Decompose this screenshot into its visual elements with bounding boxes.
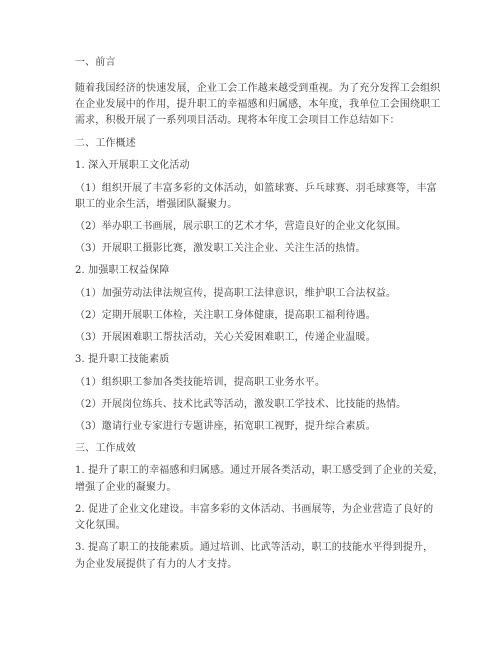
list-item-line: （3）开展困难职工帮扶活动，关心关爱困难职工，传递企业温暖。 xyxy=(75,332,376,343)
list-item-line: （2）定期开展职工体检，关注职工身体健康，提高职工福利待遇。 xyxy=(75,310,376,321)
list-item-line: （1）组织开展了丰富多彩的文体活动，如篮球赛、乒乓球赛、羽毛球赛等，丰富 xyxy=(75,183,437,194)
list-item-line: （2）举办职工书画展，展示职工的艺术才华，营造良好的企业文化氛围。 xyxy=(75,221,407,232)
result-item-line: 3. 提高了职工的技能素质。通过培训、比武等活动，职工的技能水平得到提升， xyxy=(75,542,434,553)
section-heading-results: 三、工作成效 xyxy=(75,443,136,454)
preface-paragraph-line: 在企业发展中的作用，提升职工的幸福感和归属感，本年度，我单位工会围绕职工 xyxy=(75,99,441,110)
list-item-line: （1）加强劳动法律法规宣传，提高职工法律意识，维护职工合法权益。 xyxy=(75,288,397,299)
list-item-line: （2）开展岗位练兵、技术比武等活动，激发职工学技术、比技能的热情。 xyxy=(75,399,407,410)
list-item-line: （3）开展职工摄影比赛，激发职工关注企业、关注生活的热情。 xyxy=(75,243,366,254)
result-item-line: 1. 提升了职工的幸福感和归属感。通过开展各类活动，职工感受到了企业的关爱， xyxy=(75,465,444,476)
subsection-heading-culture: 1. 深入开展职工文化活动 xyxy=(75,160,190,171)
section-heading-overview: 二、工作概述 xyxy=(75,138,136,149)
list-item-line: （3）邀请行业专家进行专题讲座，拓宽职工视野，提升综合素质。 xyxy=(75,421,376,432)
preface-paragraph-line: 随着我国经济的快速发展，企业工会工作越来越受到重视。为了充分发挥工会组织 xyxy=(75,83,441,94)
result-item-line: 增强了企业的凝聚力。 xyxy=(75,482,177,493)
subsection-heading-rights: 2. 加强职工权益保障 xyxy=(75,265,170,276)
result-item-line: 2. 促进了企业文化建设。丰富多彩的文体活动、书画展等，为企业营造了良好的 xyxy=(75,504,434,515)
result-item-line: 为企业发展提供了有力的人才支持。 xyxy=(75,559,238,570)
list-item-line: 职工的业余生活，增强团队凝聚力。 xyxy=(75,199,238,210)
result-item-line: 文化氛围。 xyxy=(75,520,126,531)
list-item-line: （1）组织职工参加各类技能培训，提高职工业务水平。 xyxy=(75,377,326,388)
subsection-heading-skills: 3. 提升职工技能素质 xyxy=(75,354,170,365)
preface-paragraph-line: 需求，积极开展了一系列项目活动。现将本年度工会项目工作总结如下： xyxy=(75,115,400,126)
section-heading-preface: 一、前言 xyxy=(75,57,116,68)
